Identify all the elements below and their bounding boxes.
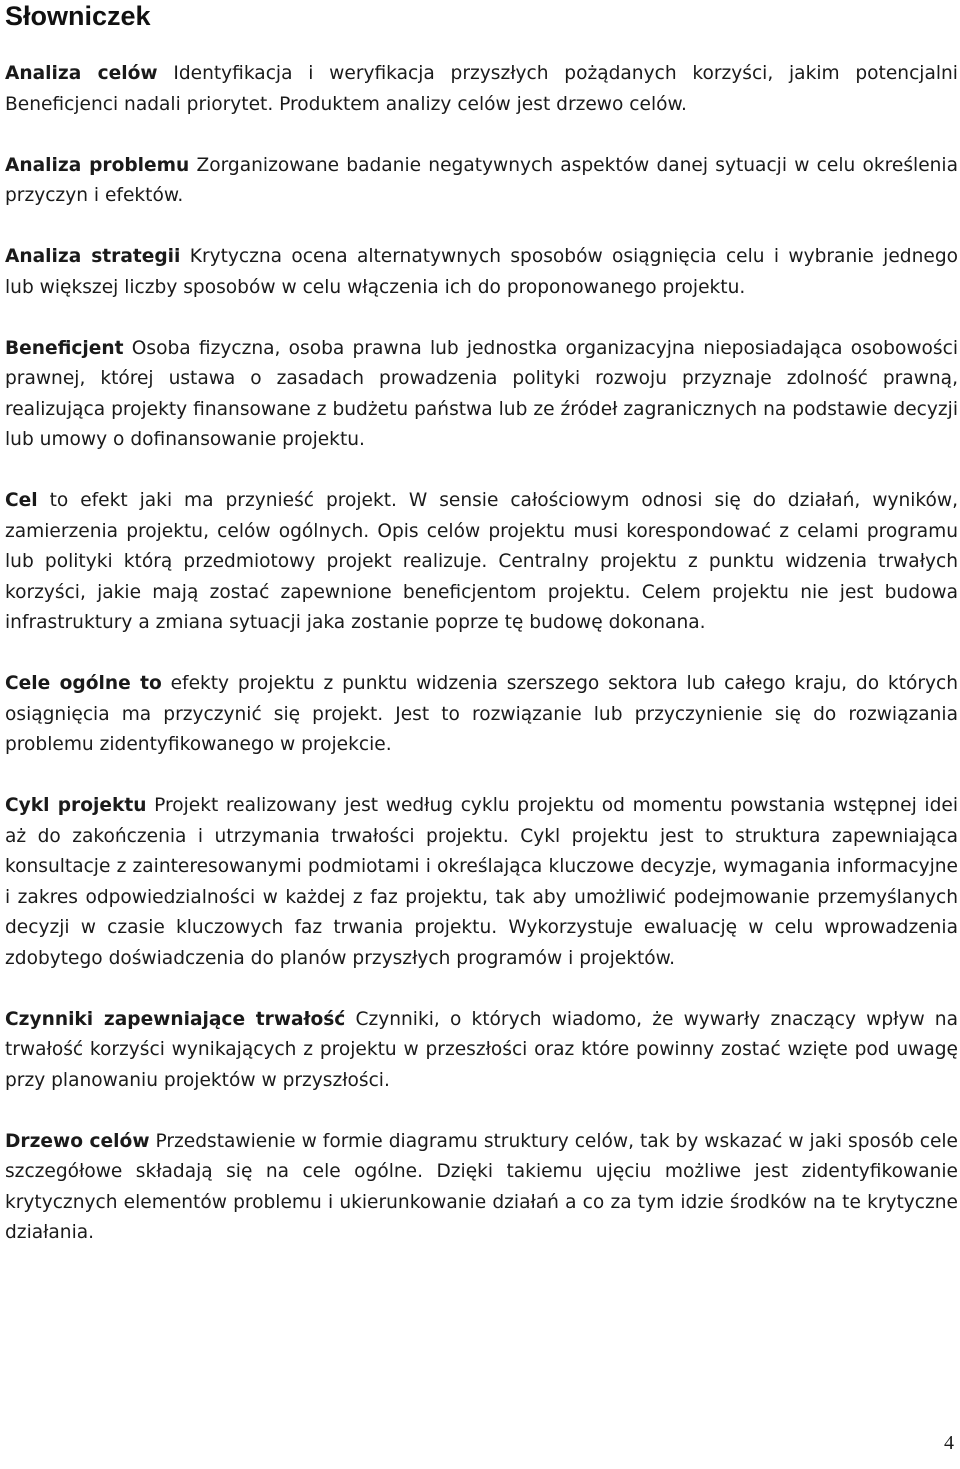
glossary-definition: Osoba fizyczna, osoba prawna lub jednostka organizacyjna nieposiadająca osobowości prawnej, której ustawa o zasadach prowadzenia polityki rozwoju przyznaje zdolność prawną, realizująca projekty finansowane z budżetu państwa lub ze źródeł zagranicznych na podstawie decyzji lub umowy o dofinansowanie projektu. — [5, 337, 958, 450]
glossary-entry-cykl-projektu — [5, 791, 958, 974]
page-number: 4 — [944, 1432, 954, 1454]
glossary-term: Beneficjent — [5, 337, 124, 359]
glossary-term: Cykl projektu — [5, 795, 147, 816]
glossary-entry-analiza-problemu — [5, 151, 958, 212]
glossary-entry-analiza-celow — [5, 59, 958, 120]
glossary-entry-drzewo-celow — [5, 1127, 958, 1249]
glossary-entry-beneficjent — [5, 334, 958, 456]
glossary-definition: Projekt realizowany jest według cyklu projektu od momentu powstania wstępnej idei aż do zakończenia i utrzymania trwałości projektu. Cykl projektu jest to struktura zapewniająca konsultacje z zainteresowanymi podmiotami i określająca kluczowe decyzje, wymagania informacyjne i zakres odpowiedzialności w każdej z faz projektu, tak aby umożliwić podejmowanie przemyślanych decyzji w czasie kluczowych faz trwania projektu. Wykorzystuje ewaluację w celu wprowadzenia zdobytego doświadczenia do planów przyszłych programów i projektów. — [5, 795, 958, 969]
glossary-term: Analiza celów — [5, 63, 158, 84]
glossary-definition: Przedstawienie w formie diagramu struktury celów, tak by wskazać w jaki sposób cele szczegółowe składają się na cele ogólne. Dzięki takiemu ujęciu możliwe jest zidentyfikowanie krytycznych elementów problemu i ukierunkowanie działań a co za tym idzie środków na te krytyczne działania. — [5, 1130, 958, 1243]
glossary-term: Analiza problemu — [5, 154, 190, 176]
glossary-definition: Czynniki, o których wiadomo, że wywarły znaczący wpływ na trwałość korzyści wynikających z projektu w przeszłości oraz które powinny zostać wzięte pod uwagę przy planowaniu projektów w przyszłości. — [5, 1008, 958, 1091]
glossary-definition: to efekt jaki ma przynieść projekt. W sensie całościowym odnosi się do działań, wyników, zamierzenia projektu, celów ogólnych. Opis celów projektu musi korespondować z celami programu lub polityki którą przedmiotowy projekt realizuje. Centralny projektu z punktu widzenia trwałych korzyści, jakie mają zostać zapewnione beneficjentom projektu. Celem projektu nie jest budowa infrastruktury a zmiana sytuacji jaka zostanie poprze tę budowę dokonana. — [5, 490, 959, 633]
glossary-term: Analiza strategii — [5, 246, 181, 267]
glossary-entries — [5, 59, 958, 1249]
glossary-entry-czynniki-trwalosci — [5, 1005, 958, 1097]
glossary-entry-analiza-strategii — [5, 242, 958, 303]
glossary-definition: Zorganizowane badanie negatywnych aspektów danej sytuacji w celu określenia przyczyn i efektów. — [5, 154, 958, 206]
glossary-entry-cele-ogolne — [5, 669, 958, 761]
glossary-definition: Krytyczna ocena alternatywnych sposobów osiągnięcia celu i wybranie jednego lub większej liczby sposobów w celu włączenia ich do proponowanego projektu. — [5, 246, 958, 298]
glossary-term: Drzewo celów — [5, 1130, 150, 1152]
document-page — [5, 0, 958, 1279]
glossary-entry-cel — [5, 486, 958, 639]
glossary-term: Cel — [5, 490, 38, 511]
glossary-definition: efekty projektu z punktu widzenia szerszego sektora lub całego kraju, do których osiągnięcia ma przyczynić się projekt. Jest to rozwiązanie lub przyczynienie się do rozwiązania problemu zidentyfikowanego w projekcie. — [5, 673, 958, 755]
glossary-term: Cele ogólne to — [5, 673, 162, 694]
glossary-definition: Identyfikacja i weryfikacja przyszłych pożądanych korzyści, jakim potencjalni Beneficjenci nadali priorytet. Produktem analizy celów jest drzewo celów. — [5, 63, 958, 115]
glossary-term: Czynniki zapewniające trwałość — [5, 1008, 346, 1030]
page-title: Słowniczek — [5, 1, 151, 31]
